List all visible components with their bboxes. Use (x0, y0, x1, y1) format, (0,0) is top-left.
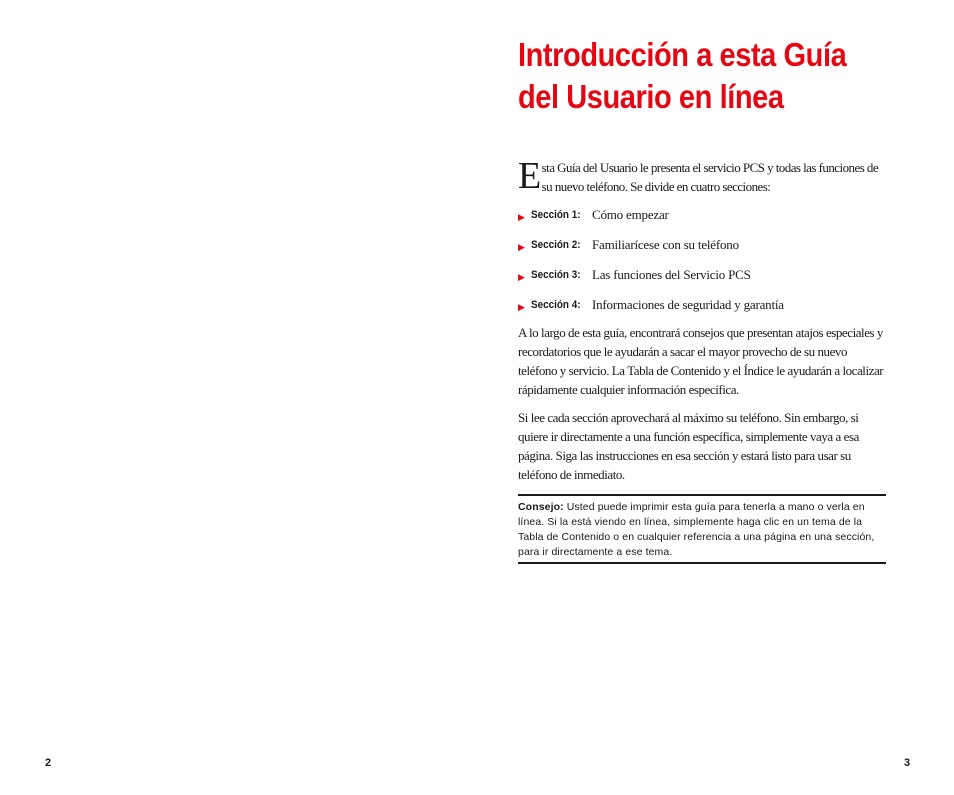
intro-text: sta Guía del Usuario le presenta el servicio PCS y todas las funciones de su nuevo teléfono. Se divide en cuatro secciones: (541, 160, 879, 194)
tip-label: Consejo: (518, 501, 564, 513)
section-text: Informaciones de seguridad y garantía (592, 297, 784, 312)
section-label: Sección 1: (531, 209, 581, 221)
page-number-right: 3 (904, 757, 911, 769)
section-text: Cómo empezar (592, 207, 669, 222)
section-item-4 (518, 296, 888, 326)
red-triangle-arrow-icon: ▶ (518, 273, 525, 283)
section-text: Familiarícese con su teléfono (592, 237, 739, 252)
red-triangle-arrow-icon: ▶ (518, 213, 525, 223)
section-item-3 (518, 266, 888, 296)
body-paragraph-2: Si lee cada sección aprovechará al máximo su teléfono. Sin embargo, si quiere ir directamente a una función específica, simplemente vaya a esa página. Siga las instrucciones en esa sección y estará listo para usar su teléfono de inmediato. (518, 410, 859, 482)
right-page (477, 0, 954, 795)
section-label: Sección 2: (531, 239, 581, 251)
title-line-2: del Usuario en línea (518, 78, 784, 115)
tip-box (518, 494, 886, 564)
page-number-left: 2 (45, 757, 52, 769)
drop-cap: E (518, 155, 541, 197)
page-title (518, 34, 870, 118)
red-triangle-arrow-icon: ▶ (518, 303, 525, 313)
tip-text: Usted puede imprimir esta guía para tenerla a mano o verla en línea. Si la está viendo en línea, simplemente haga clic en un tema de la Tabla de Contenido o en cualquier referencia a una página en una sección, para ir directamente a ese tema. (518, 501, 875, 558)
section-text: Las funciones del Servicio PCS (592, 267, 751, 282)
red-triangle-arrow-icon: ▶ (518, 243, 525, 253)
section-label: Sección 3: (531, 269, 581, 281)
section-item-2 (518, 236, 888, 266)
intro-paragraph (518, 155, 886, 197)
body-paragraph-1: A lo largo de esta guía, encontrará consejos que presentan atajos especiales y recordatorios que le ayudarán a sacar el mayor provecho de su nuevo teléfono y servicio. La Tabla de Contenido y el Índice le ayudarán a localizar rápidamente cualquier información específica. (518, 325, 884, 397)
title-line-1: Introducción a esta Guía (518, 36, 847, 73)
section-label: Sección 4: (531, 299, 581, 311)
section-list (518, 206, 888, 326)
section-item-1 (518, 206, 888, 236)
